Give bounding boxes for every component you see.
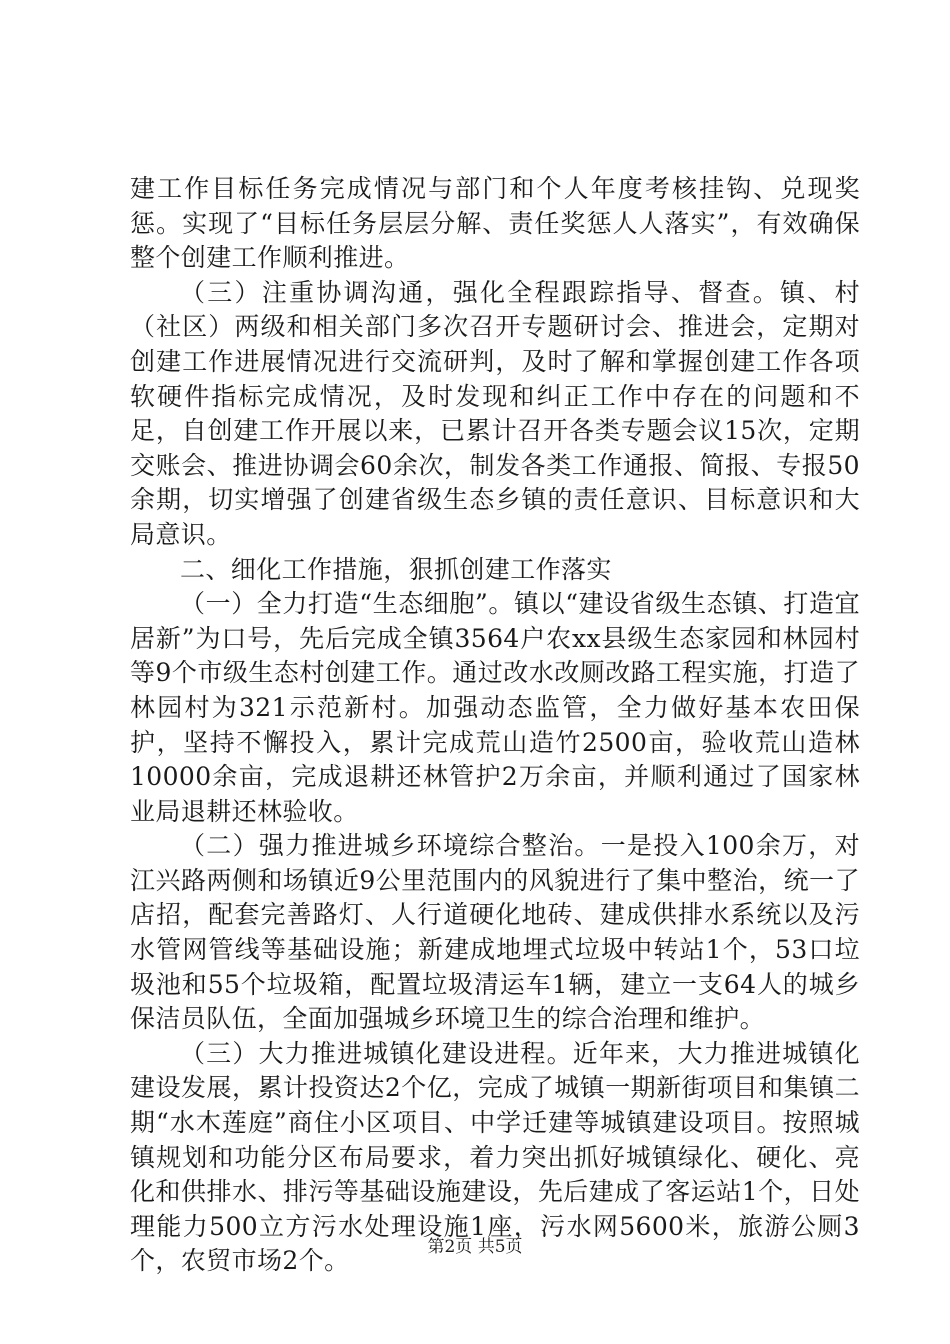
section-heading-two: 二、细化工作措施，狠抓创建工作落实 xyxy=(180,554,612,584)
paragraph-continuation: 建工作目标任务完成情况与部门和个人年度考核挂钩、兑现奖惩。实现了“目标任务层层分解、责任奖惩人人落实”，有效确保整个创建工作顺利推进。 xyxy=(130,174,860,273)
document-body xyxy=(130,172,860,1279)
paragraph-coordination: （三）注重协调沟通，强化全程跟踪指导、督查。镇、村（社区）两级和相关部门多次召开专题研讨会、推进会，定期对创建工作进展情况进行交流研判，及时了解和掌握创建工作各项软硬件指标完成情况，及时发现和纠正工作中存在的问题和不足，自创建工作开展以来，已累计召开各类专题会议15次，定期交账会、推进协调会60余次，制发各类工作通报、简报、专报50余期，切实增强了创建省级生态乡镇的责任意识、目标意识和大局意识。 xyxy=(130,277,860,549)
page-number-footer: 第2页 共5页 xyxy=(427,1237,523,1257)
paragraph-environment-rectification: （二）强力推进城乡环境综合整治。一是投入100余万，对江兴路两侧和场镇近9公里范围内的风貌进行了集中整治，统一了店招，配套完善路灯、人行道硬化地砖、建成供排水系统以及污水管网管线等基础设施；新建成地埋式垃圾中转站1个，53口垃圾池和55个垃圾箱，配置垃圾清运车1辆，建立一支64人的城乡保洁员队伍，全面加强城乡环境卫生的综合治理和维护。 xyxy=(130,831,860,1034)
paragraph-urbanization: （三）大力推进城镇化建设进程。近年来，大力推进城镇化建设发展，累计投资达2个亿，完成了城镇一期新街项目和集镇二期“水木莲庭”商住小区项目、中学迁建等城镇建设项目。按照城镇规划和功能分区布局要求，着力突出抓好城镇绿化、硬化、亮化和供排水、排污等基础设施建设，先后建成了客运站1个，日处理能力500立方污水处理设施1座，污水网5600米，旅游公厕3个，农贸市场2个。 xyxy=(130,1038,860,1276)
paragraph-ecological-cell: （一）全力打造“生态细胞”。镇以“建设省级生态镇、打造宜居新”为口号，先后完成全镇3564户农xx县级生态家园和林园村等9个市级生态村创建工作。通过改水改厕改路工程实施，打造了林园村为321示范新村。加强动态监管，全力做好基本农田保护，坚持不懈投入，累计完成荒山造竹2500亩，验收荒山造林10000余亩，完成退耕还林管护2万余亩，并顺利通过了国家林业局退耕还林验收。 xyxy=(130,589,860,826)
